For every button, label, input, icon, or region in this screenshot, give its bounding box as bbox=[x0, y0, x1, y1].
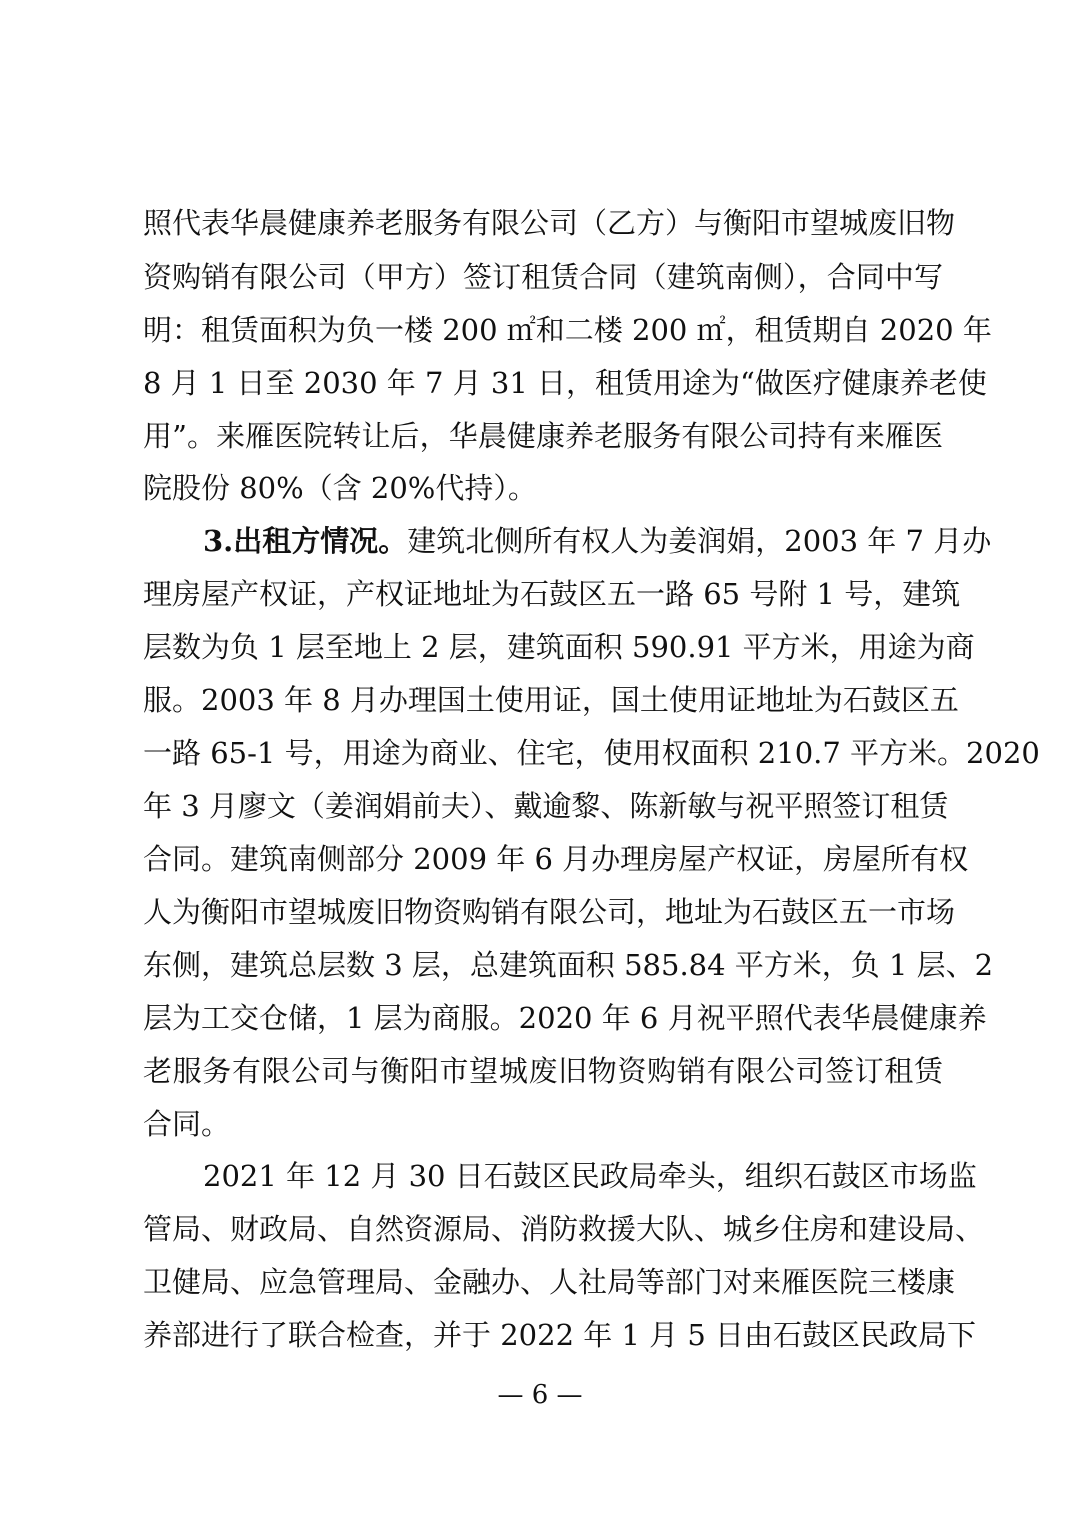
paragraph-line: 院股份 80%（含 20%代持）。 bbox=[143, 471, 537, 505]
paragraph-line: 养部进行了联合检查，并于 2022 年 1 月 5 日由石鼓区民政局下 bbox=[143, 1318, 977, 1352]
paragraph-line: 用”。来雁医院转让后，华晨健康养老服务有限公司持有来雁医 bbox=[143, 419, 943, 453]
paragraph-line: 管局、财政局、自然资源局、消防救援大队、城乡住房和建设局、 bbox=[143, 1212, 985, 1246]
section-heading-rest: 建筑北侧所有权人为姜润娟，2003 年 7 月办 bbox=[407, 524, 992, 558]
paragraph-line: 东侧，建筑总层数 3 层，总建筑面积 585.84 平方米，负 1 层、2 bbox=[143, 948, 994, 982]
paragraph-line: 合同。 bbox=[143, 1107, 231, 1141]
paragraph-line: 服。2003 年 8 月办理国土使用证，国土使用证地址为石鼓区五 bbox=[143, 683, 959, 717]
section-heading: 3.出租方情况。 bbox=[203, 524, 408, 558]
section-heading-line bbox=[203, 521, 992, 561]
paragraph-line: 合同。建筑南侧部分 2009 年 6 月办理房屋产权证，房屋所有权 bbox=[143, 842, 969, 876]
paragraph-line: 年 3 月廖文（姜润娟前夫）、戴逾黎、陈新敏与祝平照签订租赁 bbox=[143, 789, 949, 823]
paragraph-line: 8 月 1 日至 2030 年 7 月 31 日，租赁用途为“做医疗健康养老使 bbox=[143, 366, 987, 400]
paragraph-line: 层为工交仓储，1 层为商服。2020 年 6 月祝平照代表华晨健康养 bbox=[143, 1001, 987, 1035]
paragraph-line: 老服务有限公司与衡阳市望城废旧物资购销有限公司签订租赁 bbox=[143, 1054, 943, 1088]
paragraph-line: 2021 年 12 月 30 日石鼓区民政局牵头，组织石鼓区市场监 bbox=[203, 1159, 977, 1193]
paragraph-line: 一路 65-1 号，用途为商业、住宅，使用权面积 210.7 平方米。2020 bbox=[143, 736, 1040, 770]
paragraph-line: 层数为负 1 层至地上 2 层，建筑面积 590.91 平方米，用途为商 bbox=[143, 630, 975, 664]
paragraph-line: 人为衡阳市望城废旧物资购销有限公司，地址为石鼓区五一市场 bbox=[143, 895, 956, 929]
page-number: — 6 — bbox=[497, 1380, 583, 1410]
paragraph-line: 明：租赁面积为负一楼 200 ㎡和二楼 200 ㎡，租赁期自 2020 年 bbox=[143, 313, 992, 347]
paragraph-line: 资购销有限公司（甲方）签订租赁合同（建筑南侧），合同中写 bbox=[143, 260, 943, 294]
paragraph-line: 卫健局、应急管理局、金融办、人社局等部门对来雁医院三楼康 bbox=[143, 1265, 956, 1299]
paragraph-line: 理房屋产权证，产权证地址为石鼓区五一路 65 号附 1 号，建筑 bbox=[143, 577, 961, 611]
paragraph-line: 照代表华晨健康养老服务有限公司（乙方）与衡阳市望城废旧物 bbox=[143, 206, 956, 240]
